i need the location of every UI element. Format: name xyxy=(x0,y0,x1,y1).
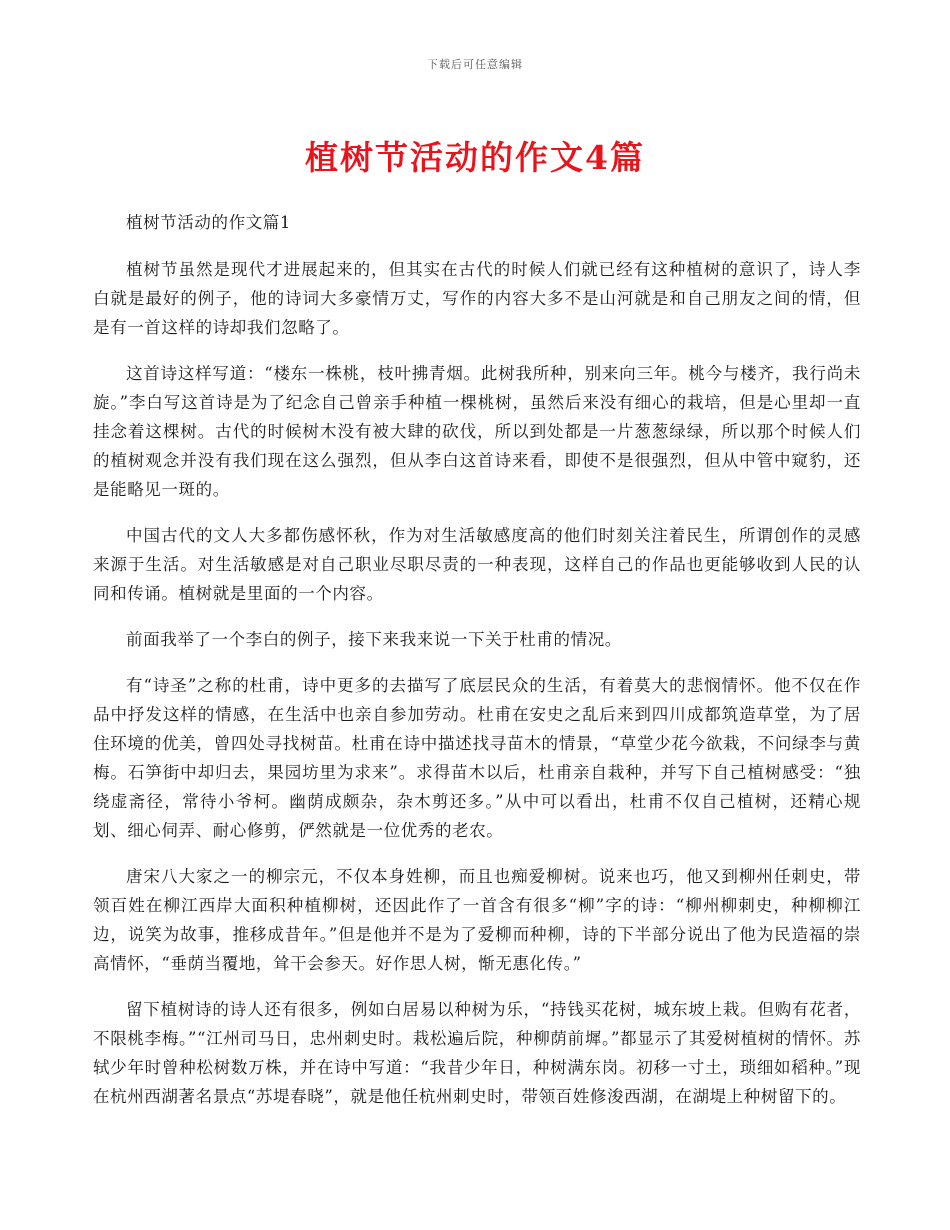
section-heading: 植树节活动的作文篇1 xyxy=(126,213,291,232)
paragraph: 唐宋八大家之一的柳宗元，不仅本身姓柳，而且也痴爱柳树。说来也巧，他又到柳州任刺史，带领百姓在柳江西岸大面积种植柳树，还因此作了一首含有很多“柳”字的诗：“柳州柳刺史，种柳柳江边，说笑为故事，推移成昔年。”但是他并不是为了爱柳而种柳，诗的下半部分说出了他为民造福的崇高情怀，“垂荫当覆地，耸干会参天。好作思人树，惭无惠化传。” xyxy=(93,867,861,973)
paragraph: 植树节虽然是现代才进展起来的，但其实在古代的时候人们就已经有这种植树的意识了，诗人李白就是最好的例子，他的诗词大多豪情万丈，写作的内容大多不是山河就是和自己朋友之间的情，但是有一首这样的诗却我们忽略了。 xyxy=(93,260,861,337)
header-note: 下载后可任意编辑 xyxy=(427,58,523,71)
document-title: 植树节活动的作文4篇 xyxy=(305,138,645,177)
paragraph: 中国古代的文人大多都伤感怀秋，作为对生活敏感度高的他们时刻关注着民生，所谓创作的灵感来源于生活。对生活敏感是对自己职业尽职尽责的一种表现，这样自己的作品也更能够收到人民的认同和传诵。植树就是里面的一个内容。 xyxy=(93,526,861,603)
paragraph: 这首诗这样写道：“楼东一株桃，枝叶拂青烟。此树我所种，别来向三年。桃今与楼齐，我行尚未旋。”李白写这首诗是为了纪念自己曾亲手种植一棵桃树，虽然后来没有细心的栽培，但是心里却一直挂念着这棵树。古代的时候树木没有被大肆的砍伐，所以到处都是一片葱葱绿绿，所以那个时候人们的植树观念并没有我们现在这么强烈，但从李白这首诗来看，即使不是很强烈，但从中管中窥豹，还是能略见一斑的。 xyxy=(93,364,861,499)
paragraph: 有“诗圣”之称的杜甫，诗中更多的去描写了底层民众的生活，有着莫大的悲悯情怀。他不仅在作品中抒发这样的情感，在生活中也亲自参加劳动。杜甫在安史之乱后来到四川成都筑造草堂，为了居住环境的优美，曾四处寻找树苗。杜甫在诗中描述找寻苗木的情景，“草堂少花今欲栽，不问绿李与黄梅。石笋街中却归去，果园坊里为求来”。求得苗木以后，杜甫亲自栽种，并写下自己植树感受：“独绕虚斋径，常待小爷柯。幽荫成颇杂，杂木剪还多。”从中可以看出，杜甫不仅自己植树，还精心规划、细心伺弄、耐心修剪，俨然就是一位优秀的老农。 xyxy=(93,676,861,840)
paragraph: 留下植树诗的诗人还有很多，例如白居易以种树为乐，“持钱买花树，城东坡上栽。但购有花者，不限桃李梅。”“江州司马日，忠州刺史时。栽松遍后院，种柳荫前墀。”都显示了其爱树植树的情怀。苏轼少年时曾种松树数万株，并在诗中写道：“我昔少年日，种树满东岗。初移一寸土，琐细如稻种。”现在杭州西湖著名景点“苏堤春晓”，就是他任杭州刺史时，带领百姓修浚西湖，在湖堤上种树留下的。 xyxy=(93,1000,861,1106)
document-body xyxy=(93,208,861,1128)
paragraph: 前面我举了一个李白的例子，接下来我来说一下关于杜甫的情况。 xyxy=(126,630,622,649)
